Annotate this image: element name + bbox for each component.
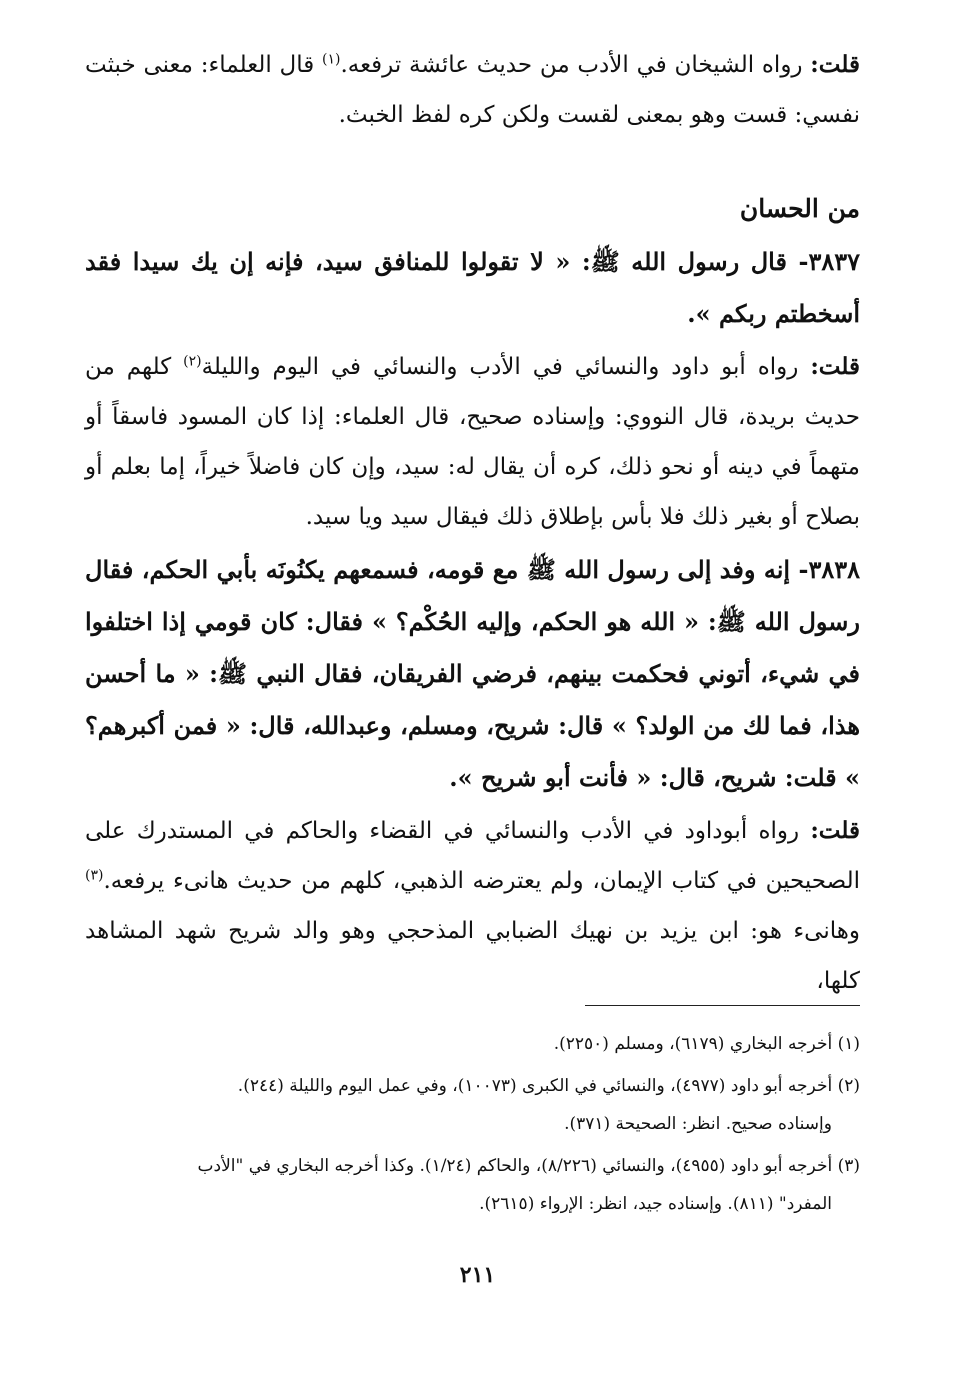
- commentary-text: كلهم من حديث بريدة، قال النووي: وإسناده صحيح، قال العلماء: إذا كان المسود فاسقاً أو متهماً في دينه أو نحو ذلك، كره أن يقال له: سيد، وإن كان فاضلاً خيراً، إما بعلم أو بصلاح أو بغير ذلك فلا بأس بإطلاق ذلك فيقال سيد ويا سيد.: [85, 354, 860, 530]
- hadith-3837: ٣٨٣٧- قال رسول الله ﷺ: « لا تقولوا للمنافق سيد، فإنه إن يك سيدا فقد أسخطتم ربكم ».: [85, 247, 860, 328]
- qultu-lead: قلت:: [810, 51, 860, 78]
- footnote-1: [85, 1025, 860, 1063]
- commentary-text: قال العلماء: معنى خبثت نفسي: قست وهو بمعنى لقست ولكن كره لفظ الخبث.: [85, 52, 860, 128]
- commentary-paragraph-2: [85, 342, 860, 542]
- commentary-text: رواه أبو داود والنسائي في الأدب والنسائي في اليوم والليلة: [201, 354, 811, 380]
- page-number: ٢١١: [459, 1262, 496, 1288]
- footnote-2: [85, 1067, 860, 1143]
- commentary-paragraph-1: [85, 40, 860, 140]
- footnotes: [85, 1025, 860, 1227]
- qultu-lead: قلت:: [810, 817, 860, 844]
- commentary-text: رواه أبوداود في الأدب والنسائي في القضاء والحاكم في المستدرك على الصحيحين في كتاب الإيمان، ولم يعترضه الذهبي، كلهم من حديث هانىء يرفعه.: [85, 818, 860, 894]
- footnote-3: [85, 1147, 860, 1223]
- main-text: [85, 40, 860, 1008]
- section-heading: من الحسان: [739, 194, 860, 223]
- footnote-text: (٣) أخرجه أبو داود (٤٩٥٥)، والنسائي (٨/٢٢٦)، والحاكم (١/٢٤). وكذا أخرجه البخاري في "الأدب: [197, 1156, 860, 1176]
- footnote-text: (١) أخرجه البخاري (٦١٧٩)، ومسلم (٢٢٥٠).: [553, 1034, 860, 1054]
- footnote-ref-2[interactable]: (٢): [183, 353, 202, 370]
- qultu-lead: قلت:: [810, 353, 860, 380]
- footnote-divider: [585, 1005, 860, 1006]
- footnote-ref-1[interactable]: (١): [321, 51, 341, 68]
- footnote-continuation: المفرد" (٨١١). وإسناده جيد، انظر: الإرواء (٢٦١٥).: [479, 1194, 832, 1214]
- commentary-text: رواه الشيخان في الأدب من حديث عائشة ترفعه.: [340, 52, 811, 78]
- footnote-continuation: وإسناده صحيح. انظر: الصحيحة (٣٧١).: [564, 1114, 832, 1134]
- commentary-text: وهانىء هو: ابن يزيد بن نهيك الضبابي المذحجي وهو والد شريح شهد المشاهد كلها،: [85, 918, 860, 994]
- footnote-text: (٢) أخرجه أبو داود (٤٩٧٧)، والنسائي في الكبرى (١٠٠٧٣)، وفي عمل اليوم والليلة (٢٤٤).: [237, 1076, 860, 1096]
- hadith-3838: ٣٨٣٨- إنه وفد إلى رسول الله ﷺ مع قومه، فسمعهم يكنُونَه بأبي الحكم، فقال رسول الله ﷺ: « الله هو الحكم، وإليه الحُكْم؟ » فقال: كان قومي إذا اختلفوا في شيء، أتوني فحكمت بينهم، فرضي الفريقان، فقال النبي ﷺ: « ما أحسن هذا، فما لك من الولد؟ » قال: شريح، ومسلم، وعبدالله، قال: « فمن أكبرهم؟ » قلت: شريح، قال: « فأنت أبو شريح ».: [85, 555, 860, 792]
- commentary-paragraph-3: [85, 806, 860, 1006]
- footnote-ref-3[interactable]: (٣): [85, 867, 104, 884]
